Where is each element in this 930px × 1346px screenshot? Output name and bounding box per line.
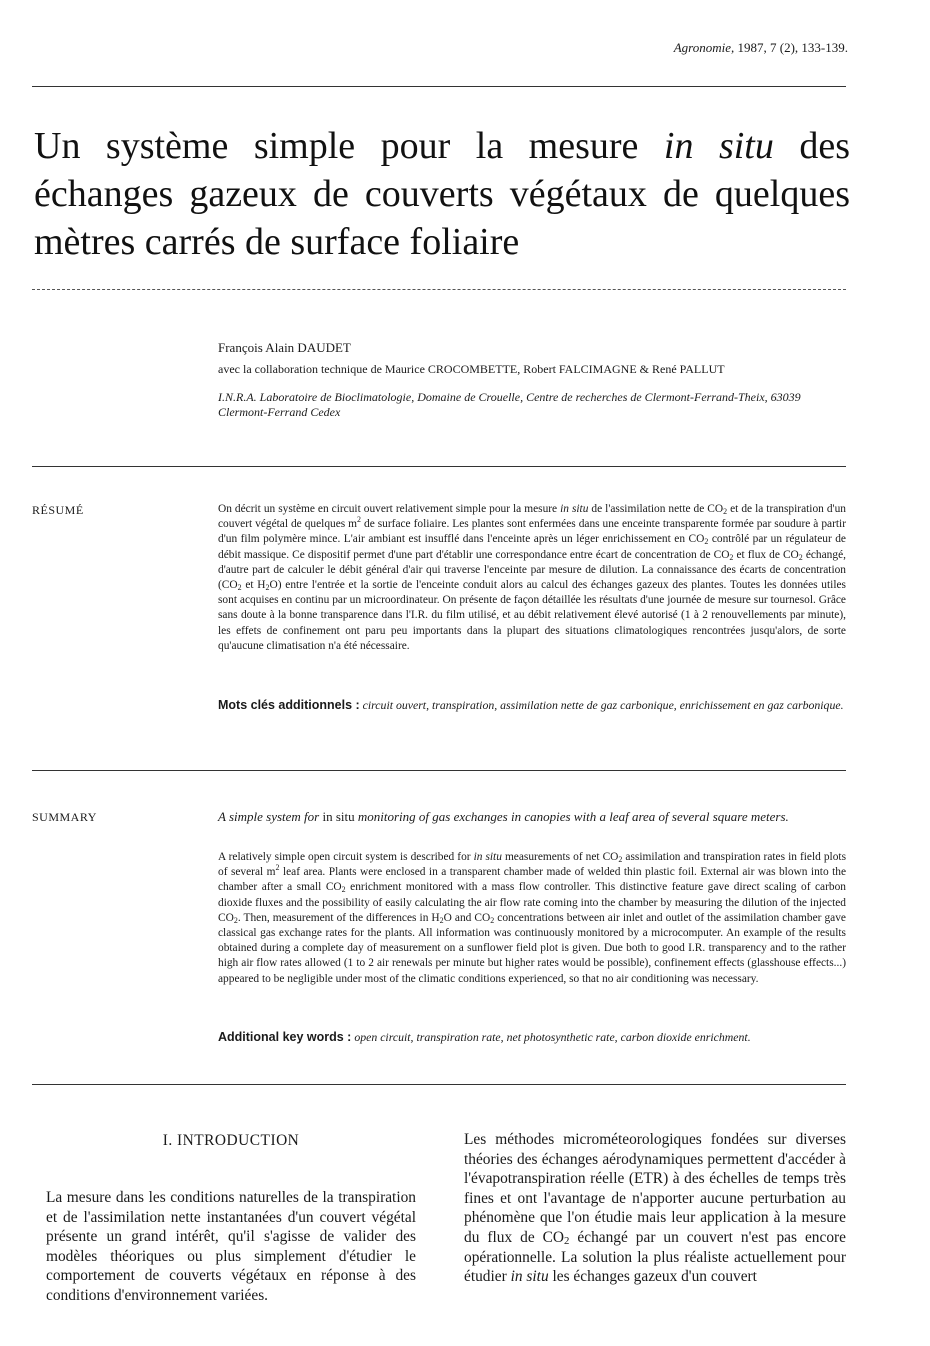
journal-citation xyxy=(674,40,848,56)
keywords-text: open circuit, transpiration rate, net photosynthetic rate, carbon dioxide enrichment. xyxy=(354,1030,751,1044)
intro-left-column: La mesure dans les conditions naturelles de la transpiration et de l'assimilation nette instantanées d'un couvert végétal présente un grand intérêt, qu'il s'agisse de valider des modèles théoriques ou plus simplement d'étudier le comportement de couverts végétaux en réponse à des conditions d'environnement variées. xyxy=(46,1189,416,1304)
keywords-text: circuit ouvert, transpiration, assimilation nette de gaz carbonique, enrichissement en gaz carbonique. xyxy=(362,698,844,712)
summary-keywords xyxy=(218,1030,846,1046)
paper-title xyxy=(34,122,850,266)
authors-rule xyxy=(32,466,846,467)
summary-title: A simple system for in situ monitoring of gas exchanges in canopies with a leaf area of several square meters. xyxy=(218,809,789,824)
keywords-label: Additional key words : xyxy=(218,1030,352,1044)
author-name: François Alain DAUDET xyxy=(218,340,351,355)
resume-keywords xyxy=(218,698,846,714)
resume-text: On décrit un système en circuit ouvert relativement simple pour la mesure in situ de l'assimilation nette de $CO_2$ et de la transpiration d'un couvert végétal de quelques $m^2$ de surface foliaire. Les plantes sont enfermées dans une enceinte transparente formée par soudure à partir d'un film polymère mince. L'air ambiant est insufflé dans l'enceinte après un léger enrichissement en $CO_2$ contrôlé par un régulateur de débit massique. Ce dispositif permet d'une part d'établir une correspondance entre écart de concentration de $CO_2$ et flux de $CO_2$ échangé, d'autre part de calculer le débit général d'air qui traverse l'enceinte par mesure de dilution. La connaissance des écarts de concentration ($CO_2$ et $H_2O$) entre l'entrée et la sortie de l'enceinte conduit alors au calcul des échanges gazeux des plantes. Toutes les données utiles sont acquises en continu par un microordinateur. On présente de façon détaillée les résultats d'une journée de mesure sur tournesol. Grâce sans doute à la bonne transparence dans l'I.R. du film utilisé, et au débit relativement élevé autorisé (1 à 2 renouvellements par minute), les effets de confinement ont paru peu importants dans la plupart des situations climatologiques rencontrées jusqu'alors, de sorte qu'aucune climatisation n'a été nécessaire. xyxy=(218,503,846,652)
resume-label: RÉSUMÉ xyxy=(32,503,84,517)
summary-rule xyxy=(32,1084,846,1085)
keywords-label: Mots clés additionnels : xyxy=(218,698,360,712)
title-text: Un système simple pour la mesure xyxy=(34,125,664,167)
collaboration-line: avec la collaboration technique de Maurice CROCOMBETTE, Robert FALCIMAGNE & René PALLUT xyxy=(218,362,725,376)
summary-label: SUMMARY xyxy=(32,810,97,824)
intro-heading: I. INTRODUCTION xyxy=(162,1132,300,1149)
citation-details: 1987, 7 (2), 133-139. xyxy=(737,40,848,55)
summary-text: A relatively simple open circuit system is described for in situ measurements of net $CO_2$ assimilation and transpiration rates in field plots of several $m^2$ leaf area. Plants were enclosed in a transparent chamber made of welded thin plastic foil. External air was blown into the chamber after a small $CO_2$ enrichment monitored with a mass flow controller. This distinctive feature gave direct scaling of carbon dioxide fluxes and the possibility of easily calculating the air flow rate coming into the chamber by measuring the dilution of the injected $CO_2$. Then, measurement of the differences in $H_2O$ and $CO_2$ concentrations between air inlet and outlet of the assimilation chamber gave classical gas exchange rates for the plants. All information was continuously monitored by a microcomputer. An example of the results obtained during a complete day of measurement on a sunflower field plot is given. Due both to good I.R. transparency and to the rather high air flow rates allowed (1 to 2 air renewals per minute but higher rates would be possible), confinement effects (glasshouse effects...) appeared to be negligible under most of the climatic conditions experienced, so that no air conditioning was necessary. xyxy=(218,851,847,985)
journal-name: Agronomie, xyxy=(673,40,735,55)
title-text-end: des échanges gazeux de couverts végétaux de quelques mètres carrés de surface foliaire xyxy=(34,125,850,263)
resume-rule xyxy=(32,770,846,771)
intro-right-column: Les méthodes microméteorologiques fondées sur diverses théories des échanges aérodynamiques permettent d'accéder à l'évapotranspiration réelle (ETR) à des échelles de temps très fines et ont l'avantage de n'apporter aucune perturbation au phénomène que l'on étudie mais leur application à la mesure du flux de $CO_2$ échangé par un couvert n'est pas encore opérationnelle. La solution la plus réaliste actuellement pour étudier in situ les échanges gazeux d'un couvert xyxy=(464,1131,846,1286)
institution: I.N.R.A. Laboratoire de Bioclimatologie, Domaine de Crouelle, Centre de recherches de Clermont-Ferrand-Theix, 63039 Clermont-Ferrand Cedex xyxy=(218,390,801,419)
header-rule xyxy=(32,86,846,87)
title-italic: in situ xyxy=(663,125,774,167)
title-rule xyxy=(32,289,846,290)
